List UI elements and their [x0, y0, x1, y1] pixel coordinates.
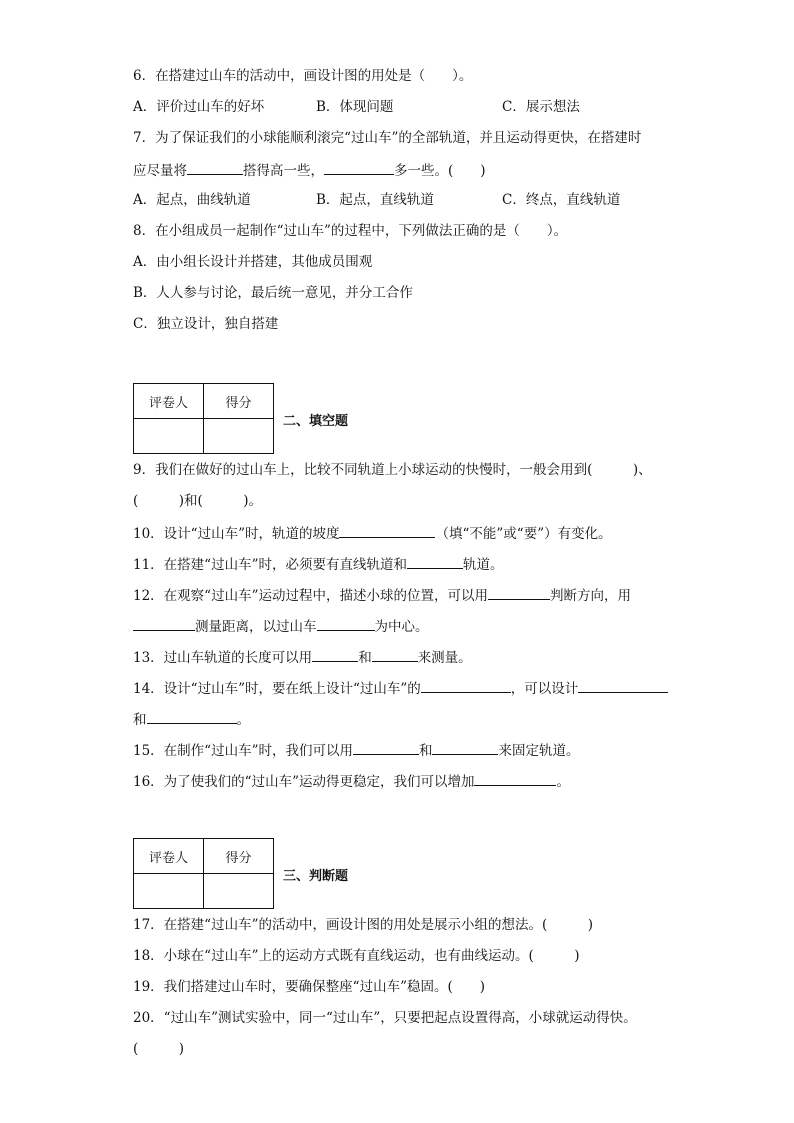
question-6-option-a: A．评价过山车的好坏 [133, 99, 265, 115]
q16-blank[interactable] [474, 771, 556, 786]
question-19: 19．我们搭建过山车时，要确保整座“过山车”稳固。( ) [133, 979, 486, 995]
question-20-line2: ( ) [133, 1041, 185, 1057]
grader-cell[interactable] [134, 874, 204, 909]
q15-text-c: 来固定轨道。 [498, 743, 580, 759]
question-10 [133, 523, 612, 543]
question-7-option-b: B．起点，直线轨道 [316, 192, 434, 208]
question-6-stem: 6．在搭建过山车的活动中，画设计图的用处是（ ）。 [133, 68, 473, 84]
q12-text-d: 为中心。 [374, 619, 429, 635]
q15-blank-1[interactable] [353, 740, 419, 755]
question-9-line1: 9．我们在做好的过山车上，比较不同轨道上小球运动的快慢时，一般会用到( )、 [133, 462, 652, 478]
question-13 [133, 647, 472, 667]
question-6-option-b: B．体现问题 [316, 99, 394, 115]
q16-text-a: 16．为了使我们的“过山车”运动得更稳定，我们可以增加 [133, 774, 475, 790]
question-15 [133, 740, 579, 760]
q11-text-a: 11．在搭建“过山车”时，必须要有直线轨道和 [133, 557, 407, 573]
q7-text-c: 多一些。( ) [394, 163, 486, 179]
score-cell[interactable] [204, 874, 274, 909]
score-cell[interactable] [204, 419, 274, 454]
question-16 [133, 771, 570, 791]
q12-text-a: 12．在观察“过山车”运动过程中，描述小球的位置，可以用 [133, 588, 488, 604]
grader-header: 评卷人 [134, 384, 204, 419]
question-9-line2: ( )和( )。 [133, 493, 263, 509]
q10-blank[interactable] [339, 523, 435, 538]
q13-text-b: 和 [358, 650, 372, 666]
q7-text-b: 搭得高一些， [243, 163, 324, 179]
score-table-section2 [133, 383, 274, 454]
question-11 [133, 554, 503, 574]
question-8-option-c: C．独立设计，独自搭建 [133, 316, 279, 332]
question-8-stem: 8．在小组成员一起制作“过山车”的过程中，下列做法正确的是（ ）。 [133, 223, 568, 239]
q14-blank-3[interactable] [147, 709, 237, 724]
question-8-option-b: B．人人参与讨论，最后统一意见，并分工合作 [133, 285, 413, 301]
q11-text-b: 轨道。 [462, 557, 504, 573]
question-18: 18．小球在“过山车”上的运动方式既有直线运动，也有曲线运动。( ) [133, 948, 580, 964]
question-7-stem-line2 [133, 160, 486, 180]
question-8-option-a: A．由小组长设计并搭建，其他成员围观 [133, 254, 373, 270]
score-header: 得分 [204, 839, 274, 874]
q7-blank-2[interactable] [324, 160, 394, 175]
q15-text-b: 和 [418, 743, 433, 759]
question-6-option-c: C．展示想法 [502, 99, 580, 115]
q13-blank-2[interactable] [372, 647, 418, 662]
q12-text-b: 判断方向，用 [549, 588, 631, 604]
grader-cell[interactable] [134, 419, 204, 454]
q14-text-d: 。 [236, 712, 250, 728]
q16-text-b: 。 [556, 774, 570, 790]
q10-text-a: 10．设计“过山车”时，轨道的坡度 [133, 526, 340, 542]
q7-text-a: 应尽量将 [133, 163, 187, 179]
question-14-line2 [133, 709, 250, 729]
q10-text-b: （填“不能”或“要”）有变化。 [435, 526, 612, 542]
q14-text-c: 和 [133, 712, 147, 728]
section-3-title: 三、判断题 [283, 869, 349, 884]
q13-blank-1[interactable] [312, 647, 358, 662]
q11-blank[interactable] [407, 554, 463, 569]
q12-text-c: 测量距离，以过山车 [195, 619, 317, 635]
question-7-stem-line1: 7．为了保证我们的小球能顺利滚完“过山车”的全部轨道，并且运动得更快，在搭建时 [133, 130, 642, 146]
q12-blank-1[interactable] [488, 585, 550, 600]
question-14-line1 [133, 678, 668, 698]
q13-text-c: 来测量。 [417, 650, 472, 666]
question-12-line2 [133, 616, 429, 636]
section-2-title: 二、填空题 [283, 414, 349, 429]
q12-blank-3[interactable] [317, 616, 375, 631]
q7-blank-1[interactable] [187, 160, 243, 175]
q15-blank-2[interactable] [432, 740, 498, 755]
q14-text-b: ，可以设计 [510, 681, 579, 697]
question-7-option-c: C．终点，直线轨道 [502, 192, 621, 208]
question-7-option-a: A．起点，曲线轨道 [133, 192, 251, 208]
q15-text-a: 15．在制作“过山车”时，我们可以用 [133, 743, 353, 759]
q12-blank-2[interactable] [133, 616, 195, 631]
q14-text-a: 14．设计“过山车”时，要在纸上设计“过山车”的 [133, 681, 421, 697]
q14-blank-1[interactable] [421, 678, 511, 693]
q13-text-a: 13．过山车轨道的长度可以用 [133, 650, 313, 666]
score-table-section3 [133, 838, 274, 909]
grader-header: 评卷人 [134, 839, 204, 874]
score-header: 得分 [204, 384, 274, 419]
question-12-line1 [133, 585, 631, 605]
q14-blank-2[interactable] [578, 678, 668, 693]
question-17: 17．在搭建“过山车”的活动中，画设计图的用处是展示小组的想法。( ) [133, 917, 594, 933]
question-20-line1: 20．“过山车”测试实验中，同一“过山车”，只要把起点设置得高，小球就运动得快。 [133, 1010, 637, 1026]
